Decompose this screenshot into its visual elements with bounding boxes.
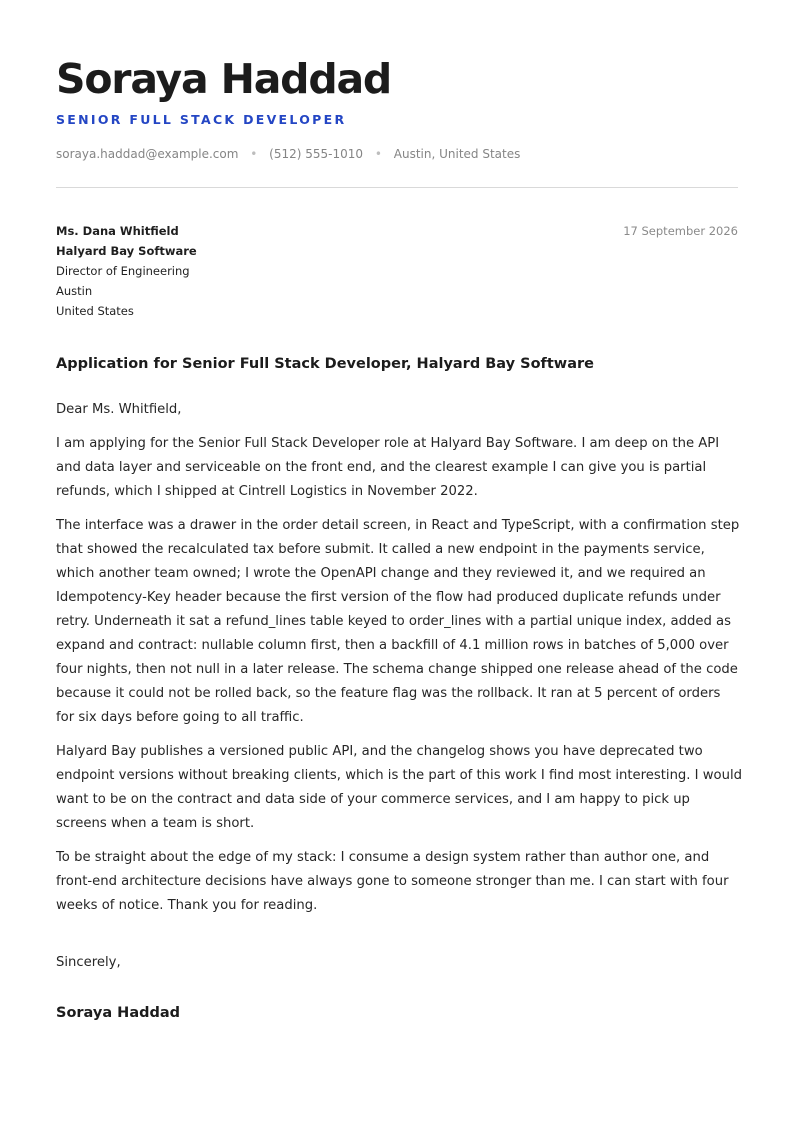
recipient-block bbox=[56, 221, 197, 321]
recipient-name: Ms. Dana Whitfield bbox=[56, 224, 179, 238]
contact-separator: • bbox=[250, 147, 258, 161]
body-paragraph: The interface was a drawer in the order detail screen, in React and TypeScript, with a confirmation step that showed the recalculated tax before submit. It called a new endpoint in the payments service, which another team owned; I wrote the OpenAPI change and they reviewed it, and we required an Idempotency-Key header because the first version of the flow had produced duplicate refunds under retry. Underneath it sat a refund_lines table keyed to order_lines with a partial unique index, added as expand and contract: nullable column first, then a backfill of 4.1 million rows in batches of 5,000 over four nights, then not null in a later release. The schema change shipped one release ahead of the code because it could not be rolled back, so the feature flag was the rollback. It ran at 5 percent of orders for six days before going to all traffic. bbox=[56, 518, 740, 725]
signature-name: Soraya Haddad bbox=[56, 1005, 181, 1021]
header-divider bbox=[56, 187, 738, 188]
recipient-title: Director of Engineering bbox=[56, 264, 190, 278]
letter-date: 17 September 2026 bbox=[623, 224, 738, 238]
recipient-country: United States bbox=[56, 304, 134, 318]
salutation: Dear Ms. Whitfield, bbox=[56, 402, 182, 417]
applicant-name: Soraya Haddad bbox=[56, 55, 392, 103]
body-paragraph: To be straight about the edge of my stack: I consume a design system rather than author one, and front-end architecture decisions have always gone to someone stronger than me. I can start with four weeks of notice. Thank you for reading. bbox=[56, 850, 729, 913]
closing: Sincerely, bbox=[56, 955, 121, 970]
body-paragraph: I am applying for the Senior Full Stack Developer role at Halyard Bay Software. I am deep on the API and data layer and serviceable on the front end, and the clearest example I can give you is partial refunds, which I shipped at Cintrell Logistics in November 2022. bbox=[56, 436, 720, 499]
letter-subject: Application for Senior Full Stack Developer, Halyard Bay Software bbox=[56, 356, 594, 372]
applicant-role: SENIOR FULL STACK DEVELOPER bbox=[56, 112, 347, 127]
body-paragraph: Halyard Bay publishes a versioned public API, and the changelog shows you have deprecated two endpoint versions without breaking clients, which is the part of this work I find most interesting. I would want to be on the contract and data side of your commerce services, and I am happy to pick up screens when a team is short. bbox=[56, 744, 743, 831]
recipient-city: Austin bbox=[56, 284, 93, 298]
contact-location: Austin, United States bbox=[393, 147, 521, 161]
contact-separator: • bbox=[374, 147, 382, 161]
letter-body bbox=[56, 398, 742, 928]
recipient-company: Halyard Bay Software bbox=[56, 244, 197, 258]
contact-phone: (512) 555-1010 bbox=[269, 147, 364, 161]
contact-email: soraya.haddad@example.com bbox=[56, 147, 239, 161]
contact-line bbox=[56, 147, 520, 161]
